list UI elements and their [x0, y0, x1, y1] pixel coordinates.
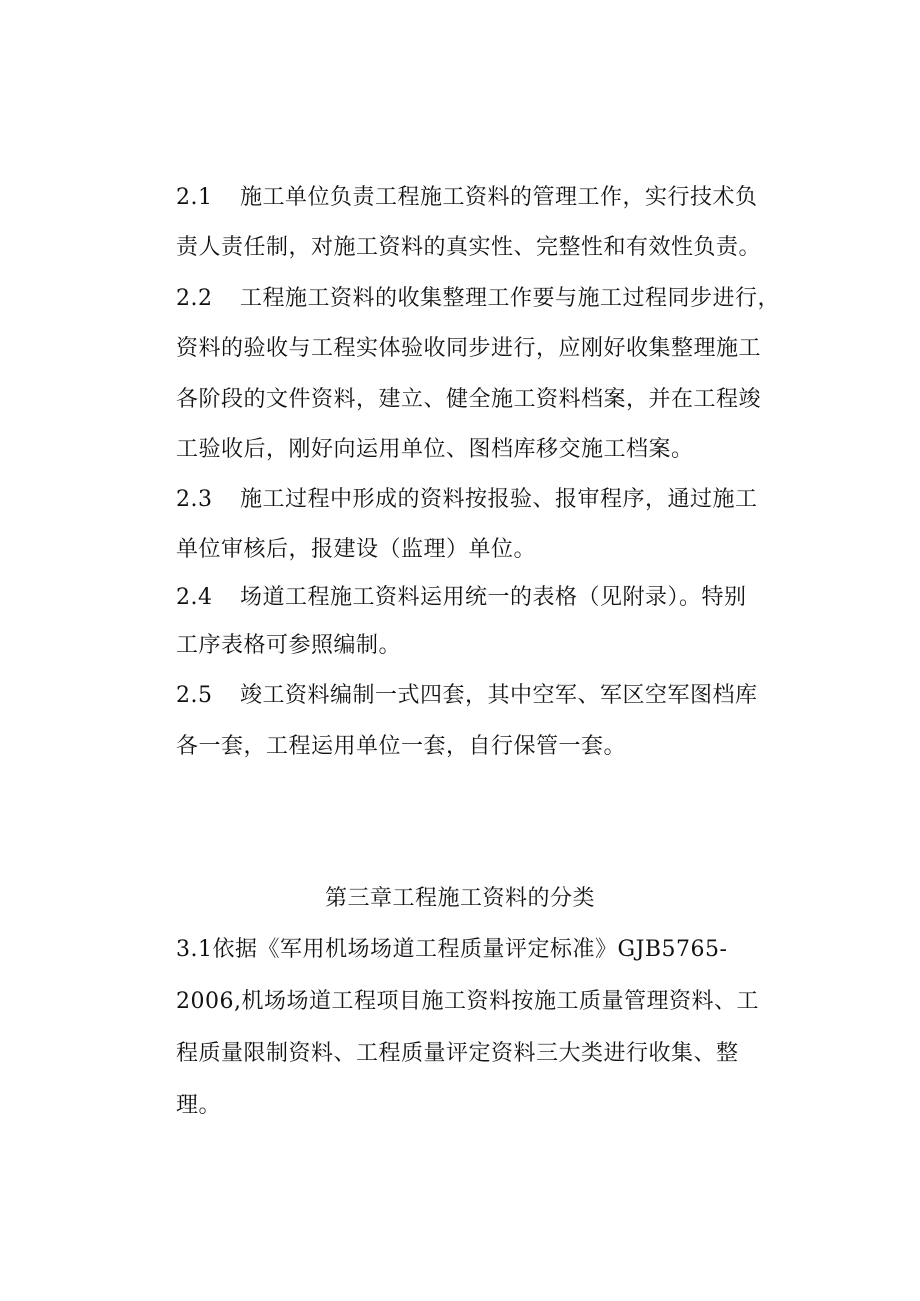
item-text: 工序表格可参照编制。 — [176, 633, 402, 658]
item-number: 2.4 — [176, 585, 213, 610]
item-text: 工验收后，刚好向运用单位、图档库移交施工档案。 — [176, 437, 694, 462]
item-text: 工程施工资料的收集整理工作要与施工过程同步进行， — [240, 286, 781, 311]
item-number: 2.3 — [176, 487, 213, 512]
item-text: 各阶段的文件资料，建立、健全施工资料档案，并在工程竣 — [176, 387, 762, 412]
section-3-1-line-3: 程质量限制资料、工程质量评定资料三大类进行收集、整 — [176, 1041, 739, 1066]
item-2-1-line-2 — [176, 234, 761, 262]
item-2-5-line-2 — [176, 733, 626, 761]
item-2-3-line-1 — [176, 486, 758, 514]
section-3-1-line-1: 3.1依据《军用机场场道工程质量评定标准》GJB5765- — [176, 937, 728, 962]
item-text: 施工单位负责工程施工资料的管理工作，实行技术负 — [240, 185, 758, 210]
section-3-1-line-2: 2006,机场场道工程项目施工资料按施工质量管理资料、工 — [176, 989, 759, 1014]
item-text: 施工过程中形成的资料按报验、报审程序，通过施工 — [240, 487, 758, 512]
item-2-2-line-3 — [176, 386, 761, 414]
item-text: 资料的验收与工程实体验收同步进行，应刚好收集整理施工 — [176, 336, 762, 361]
item-text: 场道工程施工资料运用统一的表格（见附录）。特别 — [240, 585, 747, 610]
item-2-2-line-1 — [176, 285, 780, 313]
item-number: 2.1 — [176, 185, 213, 210]
item-number: 2.5 — [176, 683, 213, 708]
chapter-heading: 第三章工程施工资料的分类 — [324, 886, 595, 911]
item-text: 竣工资料编制一式四套，其中空军、军区空军图档库 — [240, 683, 758, 708]
item-number: 2.2 — [176, 286, 213, 311]
item-2-4-line-1 — [176, 584, 747, 612]
item-text: 各一套，工程运用单位一套，自行保管一套。 — [176, 734, 627, 759]
item-2-2-line-2 — [176, 335, 761, 363]
section-3-1-line-4: 理。 — [176, 1093, 222, 1118]
item-2-2-line-4 — [176, 436, 694, 464]
item-text: 单位审核后，报建设（监理）单位。 — [176, 537, 537, 562]
item-2-3-line-2 — [176, 536, 536, 564]
item-text: 责人责任制，对施工资料的真实性、完整性和有效性负责。 — [176, 235, 762, 260]
item-2-5-line-1 — [176, 682, 758, 710]
item-2-4-line-2 — [176, 632, 401, 660]
item-2-1-line-1 — [176, 184, 758, 212]
